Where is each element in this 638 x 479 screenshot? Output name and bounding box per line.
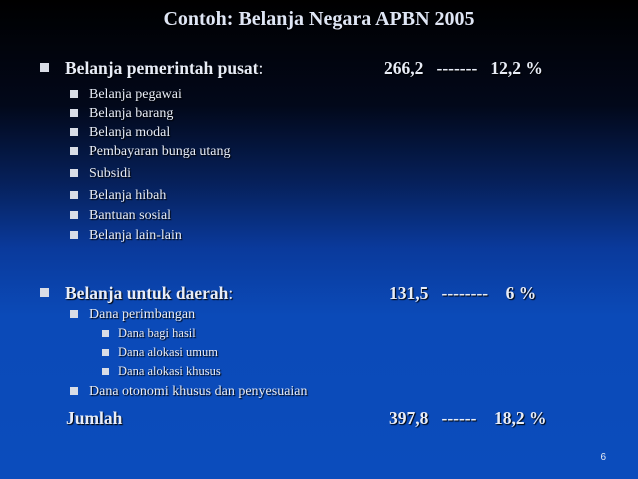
section-label: Belanja untuk daerah <box>65 283 229 303</box>
list-item <box>70 188 166 204</box>
square-bullet-icon <box>70 231 78 239</box>
value-amount: 397,8 <box>389 408 429 428</box>
square-bullet-icon <box>70 147 78 155</box>
list-item-label: Belanja lain-lain <box>89 228 182 243</box>
sub-list-item-label: Dana alokasi khusus <box>118 364 221 378</box>
square-bullet-icon <box>40 63 49 72</box>
list-item <box>70 125 170 141</box>
section-colon: : <box>258 58 264 78</box>
square-bullet-icon <box>70 310 78 318</box>
section-pusat-value <box>384 58 543 79</box>
square-bullet-icon <box>70 169 78 177</box>
list-item <box>70 208 171 224</box>
value-percent: 12,2 % <box>490 58 543 78</box>
page-number: 6 <box>600 452 606 463</box>
slide-title: Contoh: Belanja Negara APBN 2005 <box>163 8 475 30</box>
section-daerah-value <box>389 283 536 304</box>
section-colon: : <box>228 283 234 303</box>
square-bullet-icon <box>70 128 78 136</box>
total-label: Jumlah <box>66 408 123 428</box>
square-bullet-icon <box>70 90 78 98</box>
square-bullet-icon <box>70 191 78 199</box>
list-item <box>70 106 173 122</box>
square-bullet-icon <box>40 288 49 297</box>
square-bullet-icon <box>102 330 109 337</box>
value-dashes: ------ <box>441 408 477 428</box>
list-item-label: Dana otonomi khusus dan penyesuaian <box>89 384 308 399</box>
sub-list-item <box>102 345 218 360</box>
sub-list-item <box>102 326 196 341</box>
sub-list-item-label: Dana bagi hasil <box>118 326 196 340</box>
list-item <box>70 166 131 182</box>
value-percent: 6 % <box>505 283 537 303</box>
value-dashes: -------- <box>441 283 489 303</box>
list-item <box>70 307 195 323</box>
sub-list-item-label: Dana alokasi umum <box>118 345 218 359</box>
square-bullet-icon <box>70 109 78 117</box>
value-amount: 266,2 <box>384 58 424 78</box>
value-amount: 131,5 <box>389 283 429 303</box>
square-bullet-icon <box>102 368 109 375</box>
list-item-label: Belanja hibah <box>89 188 167 203</box>
list-item-label: Belanja pegawai <box>89 87 182 102</box>
list-item <box>70 87 182 103</box>
list-item-label: Belanja modal <box>89 125 171 140</box>
list-item-label: Dana perimbangan <box>89 307 196 322</box>
square-bullet-icon <box>102 349 109 356</box>
list-item-label: Belanja barang <box>89 106 174 121</box>
list-item <box>70 228 182 244</box>
section-belanja-pusat <box>40 58 263 79</box>
value-dashes: ------- <box>436 58 478 78</box>
square-bullet-icon <box>70 211 78 219</box>
section-label: Belanja pemerintah pusat <box>65 58 259 78</box>
list-item-label: Bantuan sosial <box>89 208 172 223</box>
list-item <box>70 144 231 160</box>
list-item <box>70 384 308 400</box>
square-bullet-icon <box>70 387 78 395</box>
list-item-label: Pembayaran bunga utang <box>89 144 231 159</box>
sub-list-item <box>102 364 221 379</box>
list-item-label: Subsidi <box>89 166 132 181</box>
total-value <box>389 408 546 429</box>
section-belanja-daerah <box>40 283 233 304</box>
value-percent: 18,2 % <box>493 408 547 428</box>
